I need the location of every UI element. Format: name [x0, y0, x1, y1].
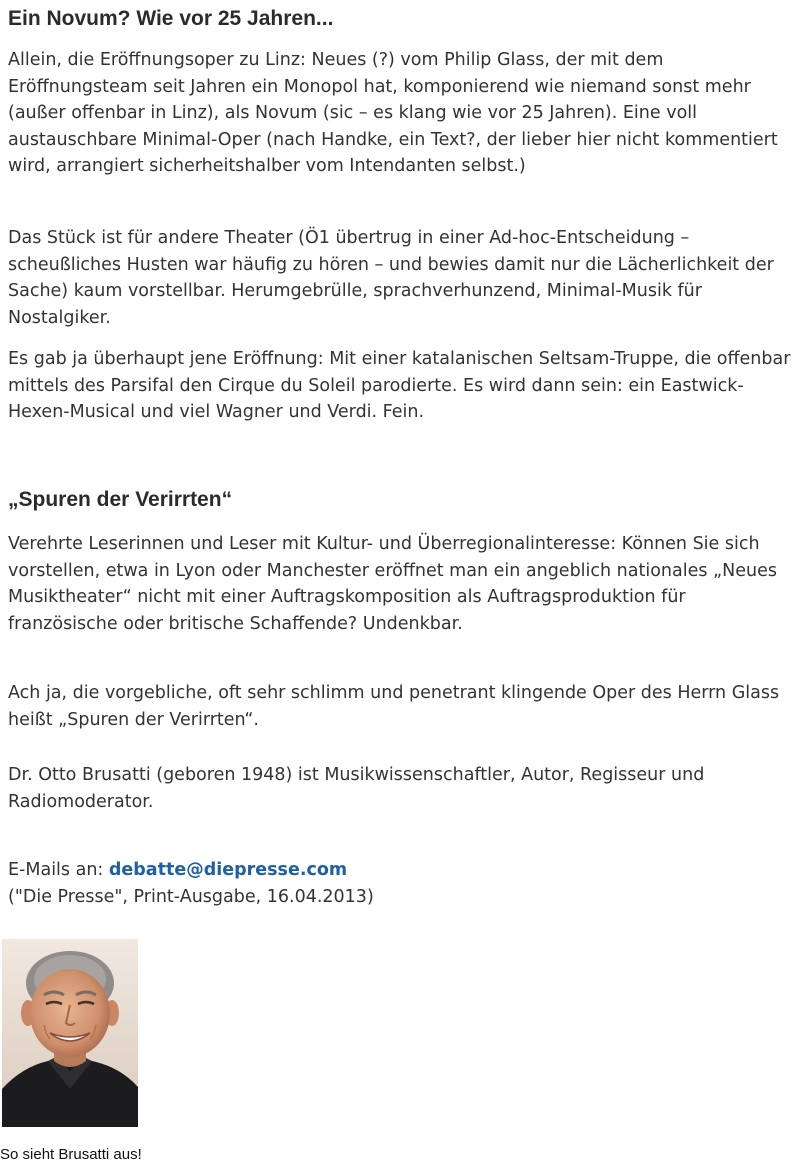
publication-source: ("Die Presse", Print-Ausgabe, 16.04.2013): [8, 886, 374, 907]
paragraph-opening-opera: Allein, die Eröffnungsoper zu Linz: Neues (?) vom Philip Glass, der mit dem Eröffnungsteam seit Jahren ein Monopol hat, komponierend wie niemand sonst mehr (außer offenbar in Linz), als Novum (sic – es klang wie vor 25 Jahren). Eine voll austauschbare Minimal-Oper (nach Handke, ein Text?, der lieber hier nicht kommentiert wird, arrangiert sicherheitshalber vom Intendanten selbst.): [8, 50, 778, 176]
paragraph-readers: Verehrte Leserinnen und Leser mit Kultur- und Überregionalinteresse: Können Sie sich vorstellen, etwa in Lyon oder Manchester eröffnet man ein angeblich nationales „Neues Musiktheater“ nicht mit einer Auftragskomposition als Auftragsproduktion für französische oder britische Schaffende? Undenkbar.: [8, 534, 777, 634]
photo-caption: So sieht Brusatti aus!: [0, 1146, 142, 1163]
author-photo: [2, 939, 138, 1127]
paragraph-opera-title: Ach ja, die vorgebliche, oft sehr schlimm und penetrant klingende Oper des Herrn Glass heißt „Spuren der Verirrten“.: [8, 683, 780, 730]
author-bio: Dr. Otto Brusatti (geboren 1948) ist Musikwissenschaftler, Autor, Regisseur und Radiomoderator.: [8, 765, 705, 812]
email-link[interactable]: debatte@diepresse.com: [108, 860, 348, 880]
contact-block: [8, 857, 792, 910]
paragraph-theater: Das Stück ist für andere Theater (Ö1 übertrug in einer Ad-hoc-Entscheidung – scheußliches Husten war häufig zu hören – und bewies damit nur die Lächerlichkeit der Sache) kaum vorstellbar. Herumgebrülle, sprachverhunzend, Minimal-Musik für Nostalgiker.: [8, 228, 774, 328]
paragraph-opening-event: Es gab ja überhaupt jene Eröffnung: Mit einer katalanischen Seltsam-Truppe, die offenbar mittels des Parsifal den Cirque du Soleil parodierte. Es wird dann sein: ein Eastwick-Hexen-Musical und viel Wagner und Verdi. Fein.: [8, 349, 791, 422]
contact-label: E-Mails an:: [8, 860, 109, 880]
section-heading-spuren: „Spuren der Verirrten“: [8, 488, 233, 511]
section-heading-novum: Ein Novum? Wie vor 25 Jahren...: [8, 7, 334, 30]
